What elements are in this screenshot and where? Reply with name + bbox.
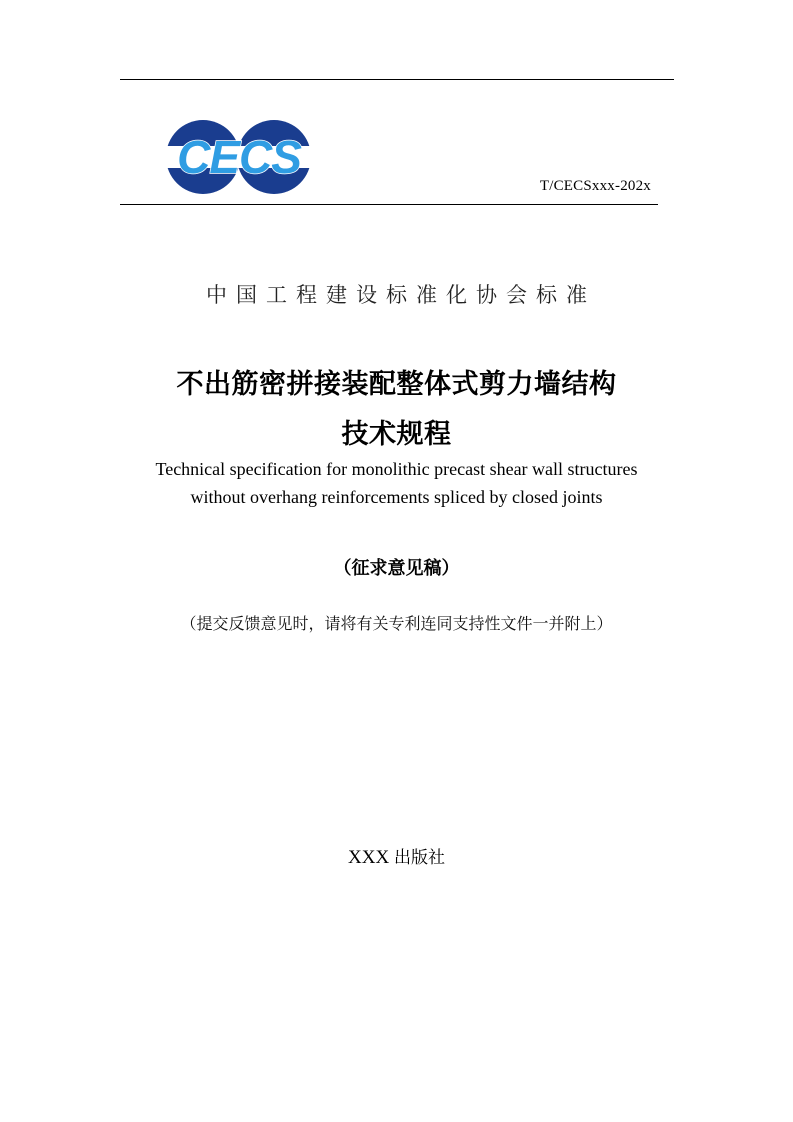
title-english-line-1: Technical specification for monolithic precast shear wall structures — [155, 459, 638, 479]
submission-note: （提交反馈意见时，请将有关专利连同支持性文件一并附上） — [180, 614, 613, 633]
publisher-suffix: 出版社 — [393, 848, 445, 868]
cecs-logo — [166, 118, 312, 196]
title-english-line-2: without overhang reinforcements spliced by closed joints — [190, 487, 603, 507]
header-top-rule — [120, 79, 674, 80]
title-chinese-line-2: 技术规程 — [341, 419, 452, 450]
standard-code: T/CECSxxx-202x — [539, 178, 651, 194]
draft-label: （征求意见稿） — [333, 558, 460, 579]
title-chinese-line-1: 不出筋密拼接装配整体式剪力墙结构 — [176, 369, 617, 400]
association-standard-label: 中国工程建设标准化协会标准 — [206, 283, 596, 307]
header-bottom-rule — [120, 204, 658, 205]
logo-text: CECS — [177, 131, 301, 183]
publisher-name: XXX — [348, 847, 390, 868]
publisher — [0, 843, 793, 869]
